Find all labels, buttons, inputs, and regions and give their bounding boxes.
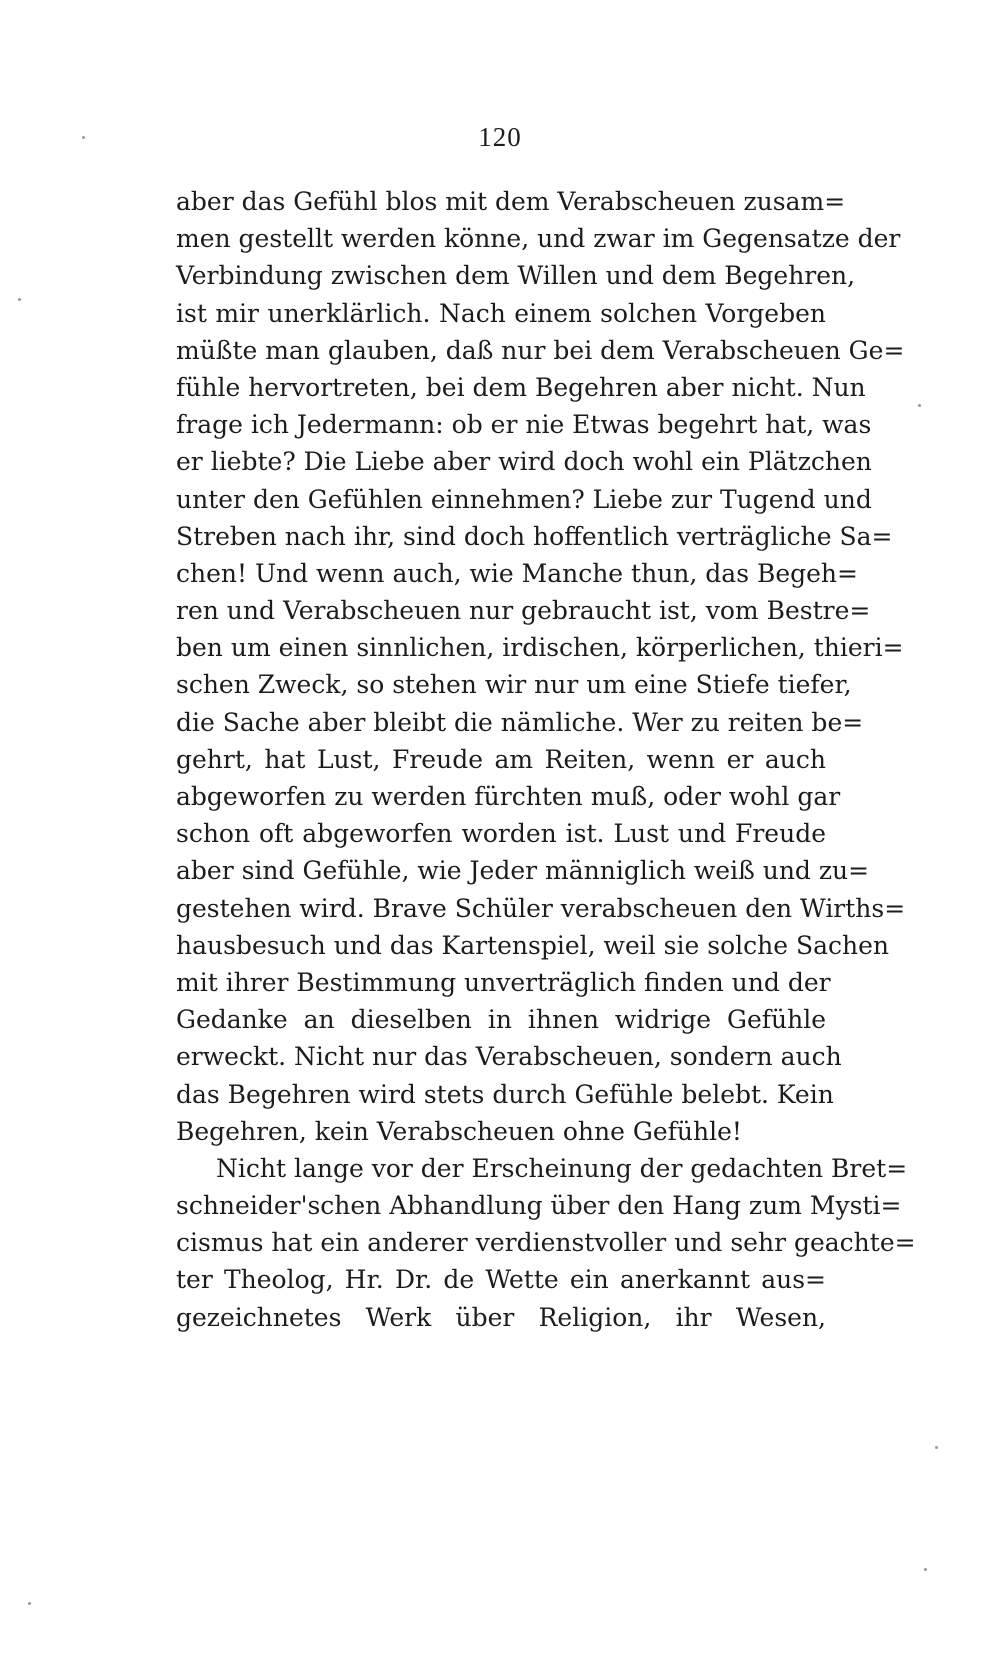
text-line: das Begehren wird stets durch Gefühle belebt. Kein [176, 1079, 834, 1109]
text-line: Verbindung zwischen dem Willen und dem Begehren, [176, 261, 856, 291]
text-line: schon oft abgeworfen worden ist. Lust und Freude [176, 819, 826, 849]
paragraph-2 [176, 1150, 916, 1336]
text-line: Streben nach ihr, sind doch hoffentlich verträgliche Sa= [176, 521, 893, 551]
text-line: men gestellt werden könne, und zwar im Gegensatze der [176, 224, 901, 254]
text-line: unter den Gefühlen einnehmen? Liebe zur Tugend und [176, 484, 872, 514]
paper-speck [28, 1602, 31, 1605]
text-line: ben um einen sinnlichen, irdischen, körperlichen, thieri= [176, 633, 904, 663]
text-line: Nicht lange vor der Erscheinung der gedachten Bret= [216, 1153, 908, 1183]
text-line: gehrt, hat Lust, Freude am Reiten, wenn er auch [176, 744, 826, 774]
text-line: mit ihrer Bestimmung unverträglich finden und der [176, 967, 831, 997]
text-line: fühle hervortreten, bei dem Begehren aber nicht. Nun [176, 372, 866, 402]
paper-speck [918, 404, 921, 407]
text-line: schen Zweck, so stehen wir nur um eine Stiefe tiefer, [176, 670, 852, 700]
paper-speck [935, 1446, 938, 1449]
text-line: abgeworfen zu werden fürchten muß, oder wohl gar [176, 782, 841, 811]
text-line: Begehren, kein Verabscheuen ohne Gefühle! [176, 1116, 742, 1146]
paper-speck [82, 136, 85, 139]
text-line: gezeichnetes Werk über Religion, ihr Wesen, [176, 1302, 826, 1332]
text-line: hausbesuch und das Kartenspiel, weil sie solche Sachen [176, 930, 889, 960]
text-line: frage ich Jedermann: ob er nie Etwas begehrt hat, was [176, 410, 872, 440]
text-line: schneider'schen Abhandlung über den Hang zum Mysti= [176, 1191, 902, 1221]
text-line: erweckt. Nicht nur das Verabscheuen, sondern auch [176, 1042, 842, 1072]
text-line: ist mir unerklärlich. Nach einem solchen Vorgeben [176, 298, 826, 328]
text-line: gestehen wird. Brave Schüler verabscheuen den Wirths= [176, 893, 906, 923]
text-line: müßte man glauben, daß nur bei dem Verabscheuen Ge= [176, 335, 905, 365]
text-line: ter Theolog, Hr. Dr. de Wette ein anerkannt aus= [176, 1265, 826, 1295]
page-number: 120 [478, 122, 522, 152]
paragraph-1 [176, 183, 906, 1150]
text-line: ren und Verabscheuen nur gebraucht ist, vom Bestre= [176, 596, 871, 626]
text-line: chen! Und wenn auch, wie Manche thun, das Begeh= [176, 558, 858, 588]
text-line: aber sind Gefühle, wie Jeder männiglich weiß und zu= [176, 856, 870, 886]
paper-speck [924, 1568, 927, 1571]
text-line: er liebte? Die Liebe aber wird doch wohl ein Plätzchen [176, 447, 872, 477]
text-line: Gedanke an dieselben in ihnen widrige Gefühle [176, 1005, 826, 1035]
text-line: aber das Gefühl blos mit dem Verabscheuen zusam= [176, 187, 846, 216]
text-line: die Sache aber bleibt die nämliche. Wer zu reiten be= [176, 707, 864, 737]
text-line: cismus hat ein anderer verdienstvoller und sehr geachte= [176, 1228, 916, 1258]
body-text [176, 183, 916, 1336]
paper-speck [18, 298, 21, 301]
